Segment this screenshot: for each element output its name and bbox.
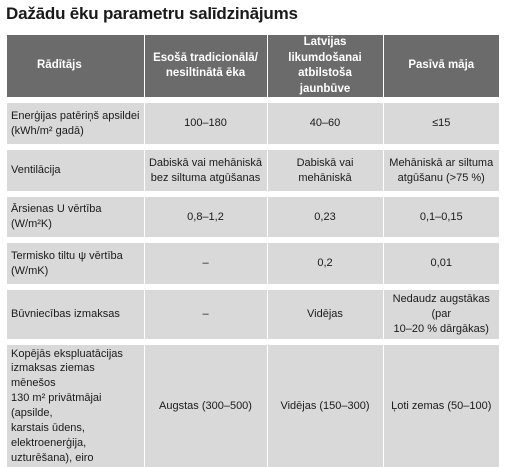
header-indicator: Rādītājs [7, 35, 144, 100]
cell-passive: 0,1–0,15 [383, 194, 499, 240]
cell-passive: Nedaudz augstākas (par 10–20 % dārgākas) [383, 287, 499, 342]
cell-new-build: 0,2 [267, 240, 383, 287]
table-row [7, 100, 499, 147]
cell-indicator: Termisko tiltu ψ vērtība (W/mK) [7, 240, 144, 287]
cell-existing: 100–180 [144, 100, 267, 147]
cell-passive: Ļoti zemas (50–100) [383, 342, 499, 467]
table-row [7, 287, 499, 342]
table-row [7, 342, 499, 467]
cell-passive: ≤15 [383, 100, 499, 147]
table-header-row [7, 35, 499, 100]
page-title: Dažādu ēku parametru salīdzinājums [6, 4, 298, 23]
table-row [7, 147, 499, 194]
cell-new-build: Vidējas [267, 287, 383, 342]
cell-new-build: Vidējas (150–300) [267, 342, 383, 467]
cell-existing: Augstas (300–500) [144, 342, 267, 467]
table-row [7, 194, 499, 240]
cell-passive: Mehāniskā ar siltuma atgūšanu (>75 %) [383, 147, 499, 194]
cell-existing: 0,8–1,2 [144, 194, 267, 240]
header-existing-building: Esošā tradicionālā/ nesiltinātā ēka [144, 35, 267, 100]
header-new-building: Latvijas likumdošanai atbilstoša jaunbūve [267, 35, 383, 100]
cell-new-build: Dabiskā vai mehāniskā [267, 147, 383, 194]
header-passive-house: Pasīvā māja [383, 35, 499, 100]
cell-existing: – [144, 287, 267, 342]
cell-new-build: 0,23 [267, 194, 383, 240]
cell-existing: Dabiskā vai mehāniskā bez siltuma atgūšanas [144, 147, 267, 194]
cell-existing: – [144, 240, 267, 287]
cell-indicator: Kopējās ekspluatācijas izmaksas ziemas mēnešos 130 m² privātmājai (apsilde, karstais ūdens, elektroenerģija, uzturēšana), eiro [7, 342, 144, 467]
table-row [7, 240, 499, 287]
cell-passive: 0,01 [383, 240, 499, 287]
cell-indicator: Ārsienas U vērtība (W/m²K) [7, 194, 144, 240]
comparison-table [7, 35, 499, 467]
cell-indicator: Ventilācija [7, 147, 144, 194]
cell-new-build: 40–60 [267, 100, 383, 147]
cell-indicator: Enerģijas patēriņš apsildei (kWh/m² gadā) [7, 100, 144, 147]
cell-indicator: Būvniecības izmaksas [7, 287, 144, 342]
